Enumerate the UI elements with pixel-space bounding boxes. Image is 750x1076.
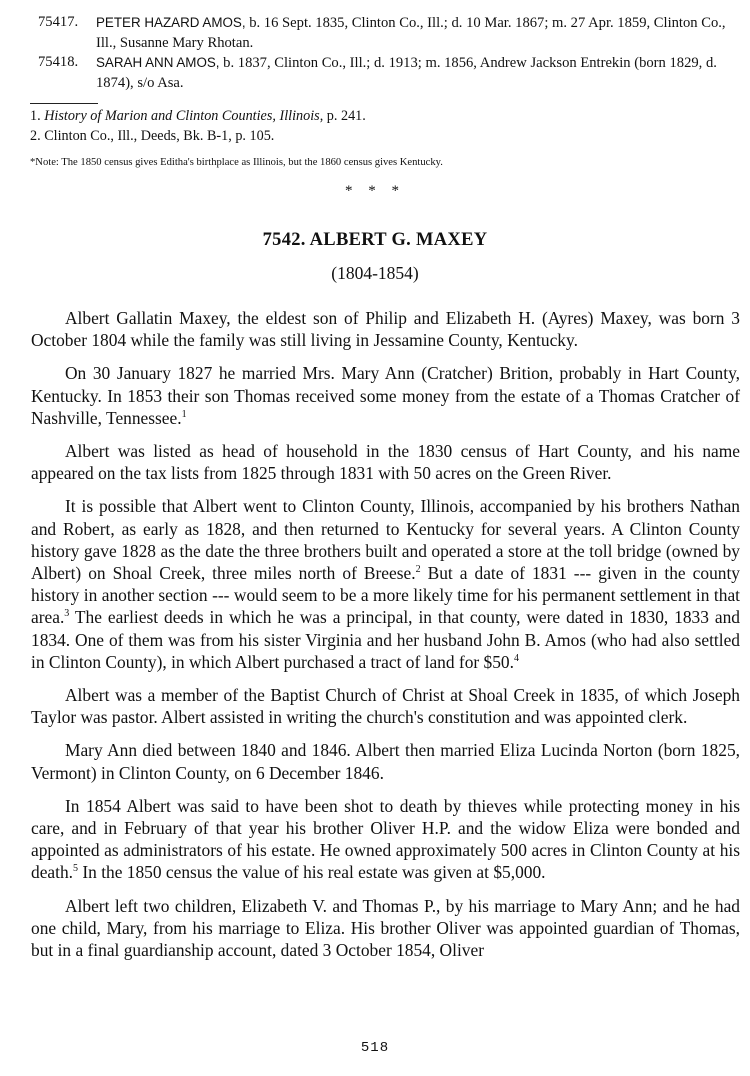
paragraph-text: The earliest deeds in which he was a principal, in that county, were dated in 1830, 1833 and 1834. One of them was from his sister Virginia and her husband John B. Amos (who had also settled in Clinton County), in which Albert purchased a tract of land for $50. (31, 607, 740, 672)
footnote-ref: 5 (73, 863, 79, 875)
footnote-1 (30, 107, 742, 127)
paragraph-text: In 1854 Albert was said to have been shot to death by thieves while protecting money in his care, and in February of that year his brother Oliver H.P. and the widow Eliza were bonded and appointed as administrators of his estate. He owned approximately 500 acres in Clinton County at his death. (31, 795, 740, 883)
section-separator: * * * (345, 183, 405, 199)
footnote-rule (30, 103, 98, 104)
entry-text (96, 13, 742, 53)
paragraph-text: Albert Gallatin Maxey, the eldest son of Philip and Elizabeth H. (Ayres) Maxey, was born 3 October 1804 while the family was still living in Jessamine County, Kentucky. (31, 308, 740, 351)
paragraph (31, 895, 740, 962)
entry-text (96, 53, 742, 93)
paragraph-text: On 30 January 1827 he married Mrs. Mary Ann (Cratcher) Brition, probably in Hart County, Kentucky. In 1853 their son Thomas received some money from the estate of a Thomas Cratcher of Nashville, Tennessee. (31, 363, 740, 428)
section-title: 7542. ALBERT G. MAXEY (262, 230, 488, 250)
entry-75418 (30, 53, 742, 93)
paragraph (31, 362, 740, 429)
paragraph-text: It is possible that Albert went to Clinton County, Illinois, accompanied by his brothers Nathan and Robert, as early as 1828, and then returned to Kentucky for several years. A Clinton County history gave 1828 as the date the three brothers built and operated a store at the toll bridge (owned by Albert) on Shoal Creek, three miles north of Breese. (31, 496, 740, 584)
entry-details: b. 1837, Clinton Co., Ill.; d. 1913; m. 1856, Andrew Jackson Entrekin (born 1829, d. 1874), s/o Asa. (96, 55, 717, 91)
paragraph (31, 795, 740, 884)
paragraph (31, 495, 740, 673)
entry-number: 75417. (38, 14, 79, 30)
paragraph-text: In the 1850 census the value of his real estate was given at $5,000. (78, 862, 546, 883)
paragraph-text: Albert was listed as head of household in the 1830 census of Hart County, and his name appeared on the tax lists from 1825 through 1831 with 50 acres on the Green River. (31, 441, 740, 484)
footnote-prefix: 1. (30, 108, 45, 124)
paragraph-text: Mary Ann died between 1840 and 1846. Albert then married Eliza Lucinda Norton (born 1825, Vermont) in Clinton County, on 6 December 1846. (31, 740, 740, 783)
footnote-suffix: Clinton Co., Ill., Deeds, Bk. B-1, p. 105. (44, 127, 275, 144)
paragraph-text: Albert was a member of the Baptist Church of Christ at Shoal Creek in 1835, of which Joseph Taylor was pastor. Albert assisted in writing the church's constitution and was appointed clerk. (31, 685, 740, 728)
paragraph (31, 739, 740, 783)
paragraph (31, 440, 740, 484)
census-note: *Note: The 1850 census gives Editha's birthplace as Illinois, but the 1860 census gives Kentucky. (30, 157, 443, 168)
footnote-2 (30, 127, 742, 147)
genealogy-entries (30, 13, 742, 93)
footnote-source-title: History of Marion and Clinton Counties, Illinois (44, 108, 320, 124)
footnotes (30, 107, 742, 146)
entry-number: 75418. (38, 54, 79, 70)
entry-name: SARAH ANN AMOS, (96, 55, 220, 70)
entry-details: b. 16 Sept. 1835, Clinton Co., Ill.; d. 10 Mar. 1867; m. 27 Apr. 1859, Clinton Co., Ill., Susanne Mary Rhotan. (96, 15, 726, 51)
page-number: 518 (360, 1040, 390, 1056)
footnote-ref: 3 (64, 608, 70, 620)
paragraph-text: But a date of 1831 --- given in the county history in another section --- would seem to be a more likely time for his permanent settlement in that area. (31, 563, 741, 628)
body-text (31, 307, 740, 972)
footnote-ref: 4 (513, 653, 519, 665)
footnote-ref: 1 (181, 409, 187, 421)
entry-75417 (30, 13, 742, 53)
entry-name: PETER HAZARD AMOS, (96, 15, 246, 30)
paragraph (31, 684, 740, 728)
paragraph-text: Albert left two children, Elizabeth V. and Thomas P., by his marriage to Mary Ann; and he had one child, Mary, from his marriage to Eliza. His brother Oliver was appointed guardian of Thomas, but in a final guardianship account, dated 3 October 1854, Oliver (31, 895, 740, 961)
footnote-suffix: , p. 241. (319, 108, 366, 124)
section-dates: (1804-1854) (331, 263, 419, 283)
paragraph (31, 307, 740, 351)
footnote-prefix: 2. (30, 127, 45, 144)
footnote-ref: 2 (415, 564, 421, 576)
